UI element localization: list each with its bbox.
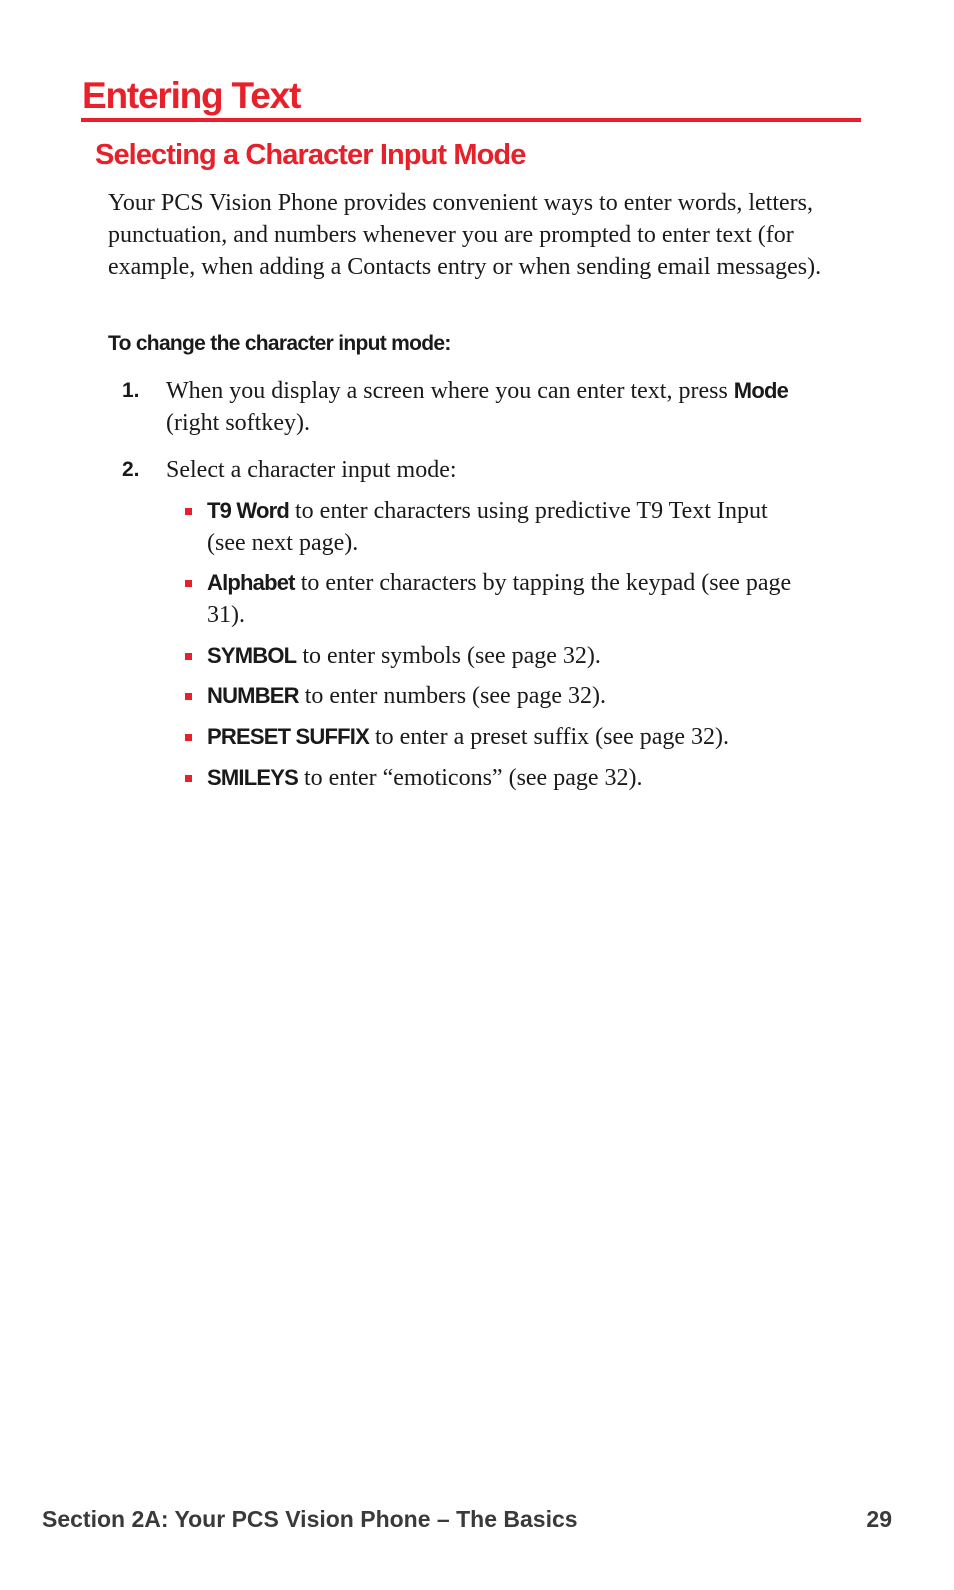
step-number: 2. — [122, 458, 140, 481]
mode-item-text — [207, 567, 807, 631]
mode-description: to enter characters by tapping the keypad (see page 31). — [207, 570, 792, 628]
mode-keyword: PRESET SUFFIX — [207, 724, 369, 749]
mode-item-text — [207, 680, 807, 712]
step-text — [166, 375, 826, 439]
mode-item-text — [207, 721, 807, 753]
mode-keyword: T9 Word — [207, 498, 289, 523]
mode-description: to enter “emoticons” (see page 32). — [297, 765, 643, 791]
bullet-square-icon — [185, 580, 192, 587]
step-text: Select a character input mode: — [166, 457, 457, 483]
mode-keyword: SMILEYS — [207, 765, 298, 790]
bullet-square-icon — [185, 693, 192, 700]
mode-item-text — [207, 640, 807, 672]
mode-description: to enter numbers (see page 32). — [298, 683, 606, 709]
mode-keyword: NUMBER — [207, 683, 299, 708]
step-text-after: (right softkey). — [166, 410, 310, 436]
mode-item-text — [207, 762, 807, 794]
bullet-square-icon — [185, 775, 192, 782]
mode-description: to enter symbols (see page 32). — [296, 643, 601, 669]
mode-description: to enter characters using predictive T9 Text Input (see next page). — [207, 498, 768, 556]
footer-section-title: Section 2A: Your PCS Vision Phone – The Basics — [42, 1506, 578, 1532]
section-heading: Selecting a Character Input Mode — [95, 139, 526, 171]
mode-description: to enter a preset suffix (see page 32). — [368, 724, 730, 750]
mode-keyword: SYMBOL — [207, 643, 297, 668]
mode-item-text — [207, 495, 807, 559]
title-rule — [81, 118, 861, 122]
page-title: Entering Text — [82, 75, 301, 116]
mode-keyword: Alphabet — [207, 570, 295, 595]
bullet-square-icon — [185, 508, 192, 515]
bullet-square-icon — [185, 734, 192, 741]
procedure-label: To change the character input mode: — [108, 332, 451, 355]
step-number: 1. — [122, 379, 140, 402]
footer-page-number: 29 — [866, 1506, 892, 1532]
step-text-before: When you display a screen where you can enter text, press — [166, 378, 734, 404]
mode-softkey-label: Mode — [733, 378, 789, 403]
bullet-square-icon — [185, 653, 192, 660]
intro-paragraph: Your PCS Vision Phone provides convenient ways to enter words, letters, punctuation, and numbers whenever you are prompted to enter text (for example, when adding a Contacts entry or when sending email messages). — [108, 190, 822, 280]
